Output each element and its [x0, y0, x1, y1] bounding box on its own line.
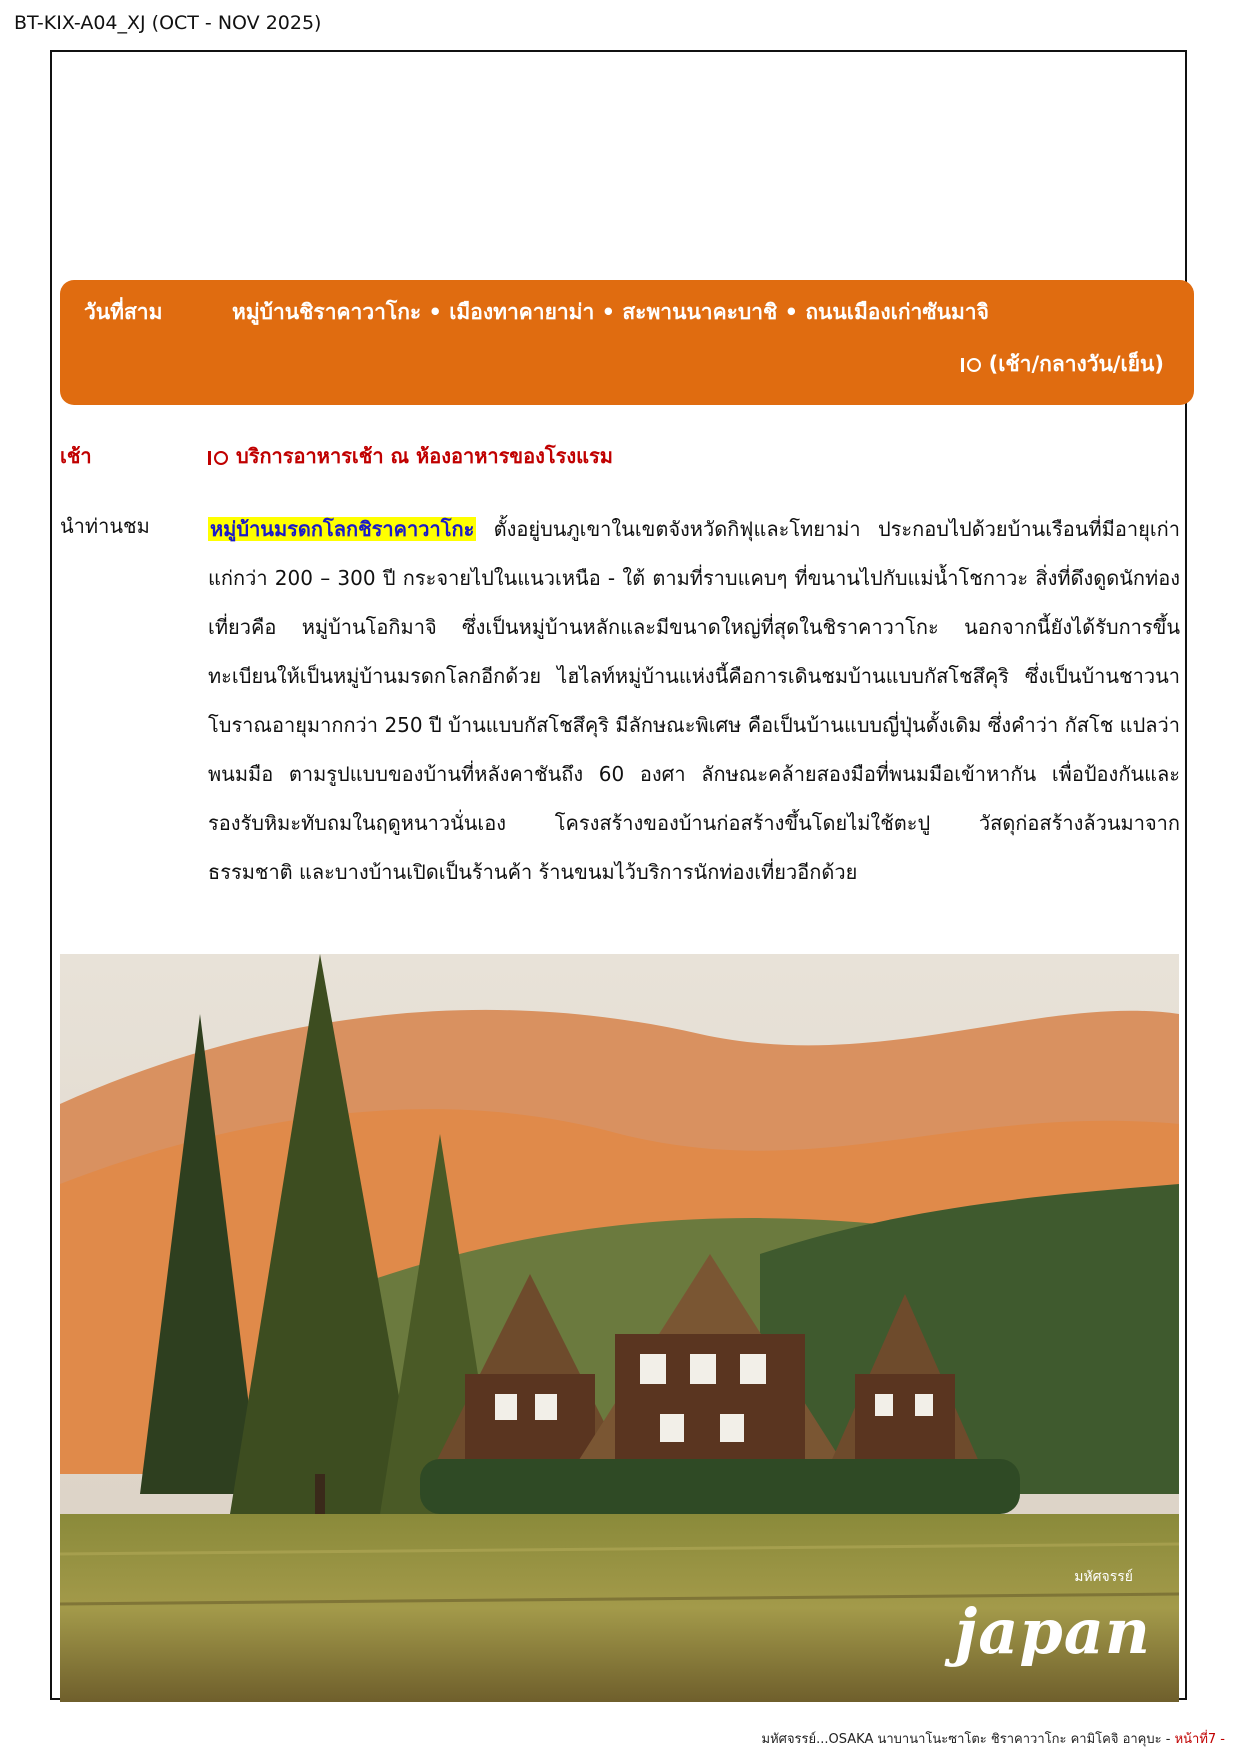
description-text: ตั้งอยู่บนภูเขาในเขตจังหวัดกิฟุและโทยาม่า ประกอบไปด้วยบ้านเรือนที่มีอายุเก่าแก่กว่า 200 – 300 ปี กระจายไปในแนวเหนือ - ใต้ ตามที่ราบแคบๆ ที่ขนานไปกับแม่น้ำโชกาวะ สิ่งที่ดึงดูดนักท่องเที่ยวคือ หมู่บ้านโอกิมาจิ ซึ่งเป็นหมู่บ้านหลักและมีขนาดใหญ่ที่สุดในชิราคาวาโกะ นอกจากนี้ยังได้รับการขึ้นทะเบียนให้เป็นหมู่บ้านมรดกโลกอีกด้วย ไฮไลท์หมู่บ้านแห่งนี้คือการเดินชมบ้านแบบกัสโชสึคุริ ซึ่งเป็นบ้านชาวนาโบราณอายุมากกว่า 250 ปี บ้านแบบกัสโชสึคุริ มีลักษณะพิเศษ คือเป็นบ้านแบบญี่ปุ่นดั้งเดิม ซึ่งคำว่า กัสโช แปลว่า พนมมือ ตามรูปแบบของบ้านที่หลังคาชันถึง 60 องศา ลักษณะคล้ายสองมือที่พนมมือเข้าหากัน เพื่อป้องกันและรองรับหิมะทับถมในฤดูหนาวนั่นเอง โครงสร้างของบ้านก่อสร้างขึ้นโดยไม่ใช้ตะปู วัสดุก่อสร้างล้วนมาจากธรรมชาติ และบางบ้านเปิดเป็นร้านค้า ร้านขนมไว้บริการนักท่องเที่ยวอีกด้วย — [208, 517, 1180, 884]
morning-label: เช้า — [60, 444, 92, 468]
landscape-illustration — [60, 954, 1179, 1702]
day-meals — [961, 348, 1164, 381]
brand-logo: japan — [954, 1595, 1151, 1668]
footer-text: มหัศจรรย์...OSAKA นาบานาโนะซาโตะ ชิราคาวาโกะ คามิโคจิ อาคุบะ - — [761, 1732, 1175, 1747]
highlight-title: หมู่บ้านมรดกโลกชิราคาวาโกะ — [210, 517, 475, 541]
meal-icon — [961, 358, 983, 372]
day-meals-text: (เช้า/กลางวัน/เย็น) — [988, 352, 1164, 376]
day-route: หมู่บ้านชิราคาวาโกะ • เมืองทาคายาม่า • สะพานนาคะบาชิ • ถนนเมืองเก่าซันมาจิ — [232, 300, 989, 324]
day-label: วันที่สาม — [84, 300, 163, 324]
shirakawago-photo — [60, 954, 1179, 1702]
document-code: BT-KIX-A04_XJ (OCT - NOV 2025) — [14, 12, 322, 34]
page-number: หน้าที่7 - — [1174, 1732, 1225, 1747]
visit-description — [208, 505, 1180, 897]
breakfast-line — [208, 440, 613, 472]
meal-icon — [208, 451, 230, 465]
day-banner — [60, 280, 1194, 405]
breakfast-text: บริการอาหารเช้า ณ ห้องอาหารของโรงแรม — [236, 444, 613, 468]
brand-subtitle: มหัศจรรย์ — [1074, 1569, 1133, 1585]
page-footer — [762, 1728, 1225, 1749]
visit-label: นำท่านชม — [60, 514, 150, 538]
